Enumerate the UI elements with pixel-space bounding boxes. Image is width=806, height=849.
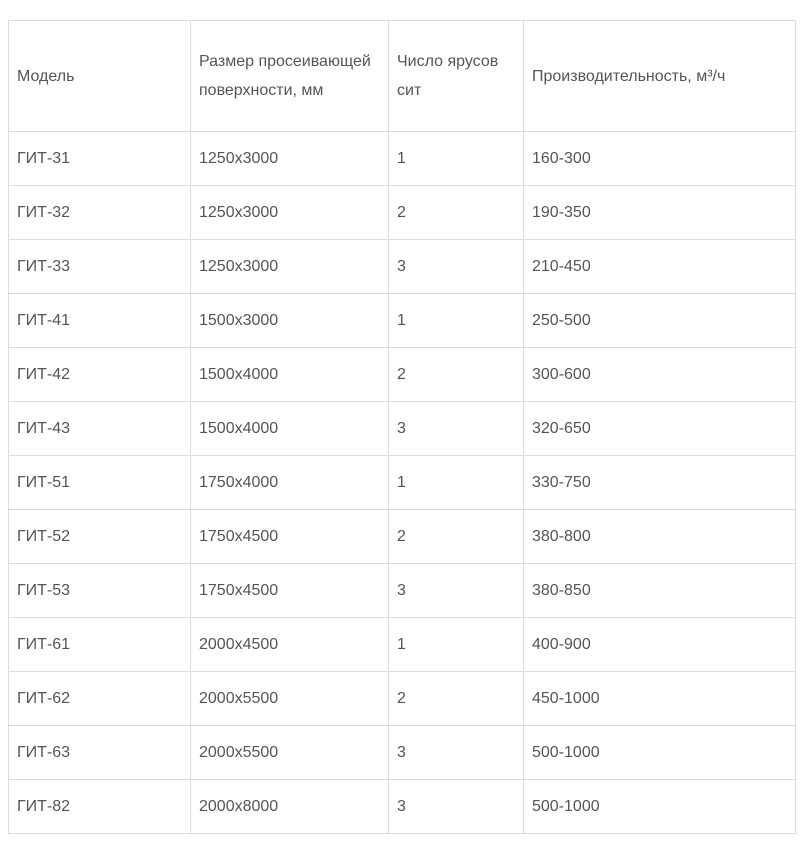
table-row: [9, 132, 796, 186]
table-row: [9, 726, 796, 780]
cell-capacity: 380-800: [524, 510, 796, 564]
cell-model: ГИТ-42: [9, 348, 191, 402]
cell-capacity: 330-750: [524, 456, 796, 510]
table-row: [9, 618, 796, 672]
cell-model: ГИТ-63: [9, 726, 191, 780]
cell-model: ГИТ-32: [9, 186, 191, 240]
cell-deck-count: 2: [389, 186, 524, 240]
cell-deck-count: 1: [389, 132, 524, 186]
cell-deck-count: 2: [389, 672, 524, 726]
table-row: [9, 294, 796, 348]
table-row: [9, 456, 796, 510]
cell-capacity: 160-300: [524, 132, 796, 186]
cell-model: ГИТ-82: [9, 780, 191, 834]
cell-model: ГИТ-33: [9, 240, 191, 294]
cell-screen-size: 1250х3000: [191, 132, 389, 186]
cell-model: ГИТ-41: [9, 294, 191, 348]
cell-model: ГИТ-43: [9, 402, 191, 456]
cell-capacity: 250-500: [524, 294, 796, 348]
specs-table-container: [8, 20, 796, 834]
cell-screen-size: 1500х4000: [191, 402, 389, 456]
cell-screen-size: 1500х4000: [191, 348, 389, 402]
cell-screen-size: 1750х4500: [191, 510, 389, 564]
table-row: [9, 348, 796, 402]
cell-deck-count: 3: [389, 564, 524, 618]
cell-screen-size: 1750х4000: [191, 456, 389, 510]
header-deck-count: Число ярусов сит: [389, 21, 524, 132]
cell-capacity: 190-350: [524, 186, 796, 240]
cell-capacity: 380-850: [524, 564, 796, 618]
cell-screen-size: 2000х5500: [191, 672, 389, 726]
cell-capacity: 320-650: [524, 402, 796, 456]
cell-capacity: 400-900: [524, 618, 796, 672]
cell-screen-size: 1750х4500: [191, 564, 389, 618]
cell-deck-count: 2: [389, 510, 524, 564]
table-row: [9, 672, 796, 726]
cell-model: ГИТ-52: [9, 510, 191, 564]
cell-screen-size: 2000х8000: [191, 780, 389, 834]
cell-model: ГИТ-31: [9, 132, 191, 186]
header-capacity: Производительность, м³/ч: [524, 21, 796, 132]
cell-deck-count: 3: [389, 780, 524, 834]
cell-model: ГИТ-53: [9, 564, 191, 618]
header-model: Модель: [9, 21, 191, 132]
cell-deck-count: 1: [389, 456, 524, 510]
cell-screen-size: 2000х5500: [191, 726, 389, 780]
cell-screen-size: 2000х4500: [191, 618, 389, 672]
table-row: [9, 240, 796, 294]
specs-table: [8, 20, 796, 834]
cell-capacity: 300-600: [524, 348, 796, 402]
table-row: [9, 402, 796, 456]
cell-deck-count: 3: [389, 726, 524, 780]
table-row: [9, 510, 796, 564]
header-screen-size: Размер просеивающей поверхности, мм: [191, 21, 389, 132]
cell-deck-count: 3: [389, 402, 524, 456]
cell-capacity: 450-1000: [524, 672, 796, 726]
cell-deck-count: 2: [389, 348, 524, 402]
table-row: [9, 564, 796, 618]
cell-screen-size: 1250х3000: [191, 186, 389, 240]
cell-capacity: 500-1000: [524, 780, 796, 834]
cell-model: ГИТ-61: [9, 618, 191, 672]
cell-screen-size: 1500х3000: [191, 294, 389, 348]
cell-capacity: 210-450: [524, 240, 796, 294]
table-row: [9, 186, 796, 240]
cell-model: ГИТ-62: [9, 672, 191, 726]
cell-deck-count: 3: [389, 240, 524, 294]
cell-deck-count: 1: [389, 618, 524, 672]
cell-deck-count: 1: [389, 294, 524, 348]
cell-capacity: 500-1000: [524, 726, 796, 780]
table-header-row: [9, 21, 796, 132]
table-row: [9, 780, 796, 834]
cell-model: ГИТ-51: [9, 456, 191, 510]
cell-screen-size: 1250х3000: [191, 240, 389, 294]
